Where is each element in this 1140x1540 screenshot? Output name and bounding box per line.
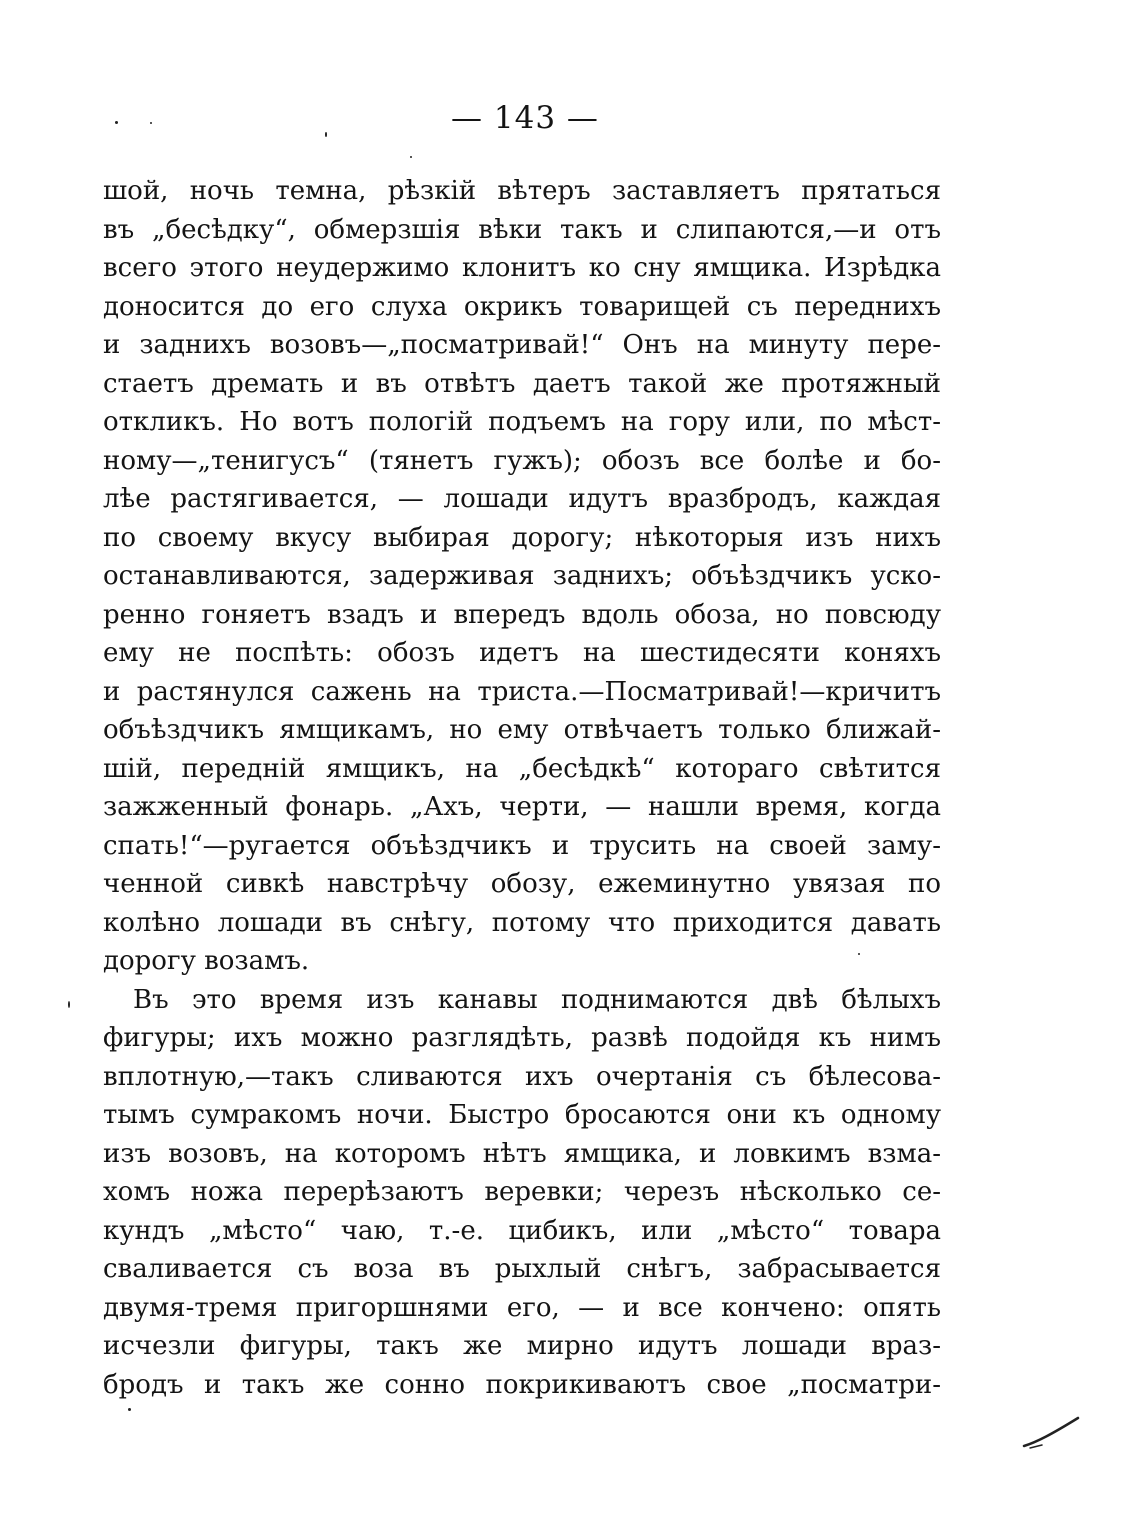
- text-line: стаетъ дремать и въ отвѣтъ даетъ такой же протяжный: [103, 368, 941, 399]
- text-line: хомъ ножа перерѣзаютъ веревки; черезъ нѣсколько се-: [103, 1177, 941, 1207]
- text-line: зажженный фонарь. „Ахъ, черти, — нашли время, когда: [103, 792, 941, 822]
- text-line: откликъ. Но вотъ пологій подъемъ на гору или, по мѣст-: [103, 407, 941, 437]
- text-line: тымъ сумракомъ ночи. Быстро бросаются они къ одному: [103, 1100, 941, 1130]
- paragraph-2: [103, 981, 941, 1405]
- scan-speck: [325, 132, 327, 137]
- paragraph-1: [103, 172, 941, 981]
- text-line: Въ это время изъ канавы поднимаются двѣ бѣлыхъ: [133, 984, 941, 1015]
- text-line: шой, ночь темна, рѣзкій вѣтеръ заставляетъ прятаться: [103, 176, 941, 206]
- text-line: сваливается съ воза въ рыхлый снѣгъ, забрасывается: [103, 1254, 941, 1284]
- text-line: и растянулся сажень на триста.—Посматривай!—кричитъ: [103, 676, 941, 707]
- text-line: лѣе растягивается, — лошади идутъ вразбродъ, каждая: [103, 484, 941, 514]
- scan-speck: [115, 121, 118, 124]
- text-line: ренно гоняетъ взадъ и впередъ вдоль обоза, но повсюду: [103, 599, 941, 630]
- text-line: въ „бесѣдку“, обмерзшія вѣки такъ и слипаются,—и отъ: [103, 214, 941, 245]
- body-text: [103, 172, 941, 1404]
- scan-speck: [150, 122, 152, 124]
- page-number: — 143 —: [451, 100, 599, 136]
- text-line: всего этого неудержимо клонитъ ко сну ямщика. Изрѣдка: [103, 253, 941, 283]
- text-line: колѣно лошади въ снѣгу, потому что приходится давать: [103, 907, 941, 938]
- text-line: по своему вкусу выбирая дорогу; нѣкоторыя изъ нихъ: [103, 522, 941, 553]
- text-line: бродъ и такъ же сонно покрикиваютъ свое „посматри-: [103, 1369, 941, 1400]
- text-line: спать!“—ругается объѣздчикъ и трусить на своей заму-: [103, 830, 941, 861]
- text-line: изъ возовъ, на которомъ нѣтъ ямщика, и ловкимъ взма-: [103, 1138, 941, 1169]
- text-line: кундъ „мѣсто“ чаю, т.-е. цибикъ, или „мѣсто“ товара: [103, 1215, 941, 1246]
- text-line: вплотную,—такъ сливаются ихъ очертанія съ бѣлесова-: [103, 1061, 941, 1092]
- text-line: исчезли фигуры, такъ же мирно идутъ лошади враз-: [103, 1331, 941, 1361]
- text-line: ченной сивкѣ навстрѣчу обозу, ежеминутно увязая по: [103, 869, 941, 899]
- scan-speck: [858, 953, 860, 955]
- text-line: двумя-тремя пригоршнями его, — и все кончено: опять: [103, 1292, 941, 1323]
- text-line: останавливаются, задерживая заднихъ; объѣздчикъ уско-: [103, 561, 941, 591]
- text-line: дорогу возамъ.: [103, 946, 310, 976]
- text-line: фигуры; ихъ можно разглядѣть, развѣ подойдя къ нимъ: [103, 1023, 941, 1053]
- scan-speck: [68, 1001, 70, 1008]
- text-line: ему не поспѣть: обозъ идетъ на шестидесяти коняхъ: [103, 638, 941, 668]
- scan-speck: [128, 1408, 131, 1411]
- text-line: объѣздчикъ ямщикамъ, но ему отвѣчаетъ только ближай-: [103, 715, 941, 745]
- text-line: доносится до его слуха окрикъ товарищей съ переднихъ: [103, 291, 941, 322]
- pen-mark-icon: [1022, 1412, 1082, 1452]
- text-line: ному—„тенигусъ“ (тянетъ гужъ); обозъ все болѣе и бо-: [103, 445, 941, 476]
- scan-speck: [410, 156, 412, 158]
- text-line: шій, передній ямщикъ, на „бесѣдкѣ“ котораго свѣтится: [103, 753, 941, 784]
- text-line: и заднихъ возовъ—„посматривай!“ Онъ на минуту пере-: [103, 330, 941, 360]
